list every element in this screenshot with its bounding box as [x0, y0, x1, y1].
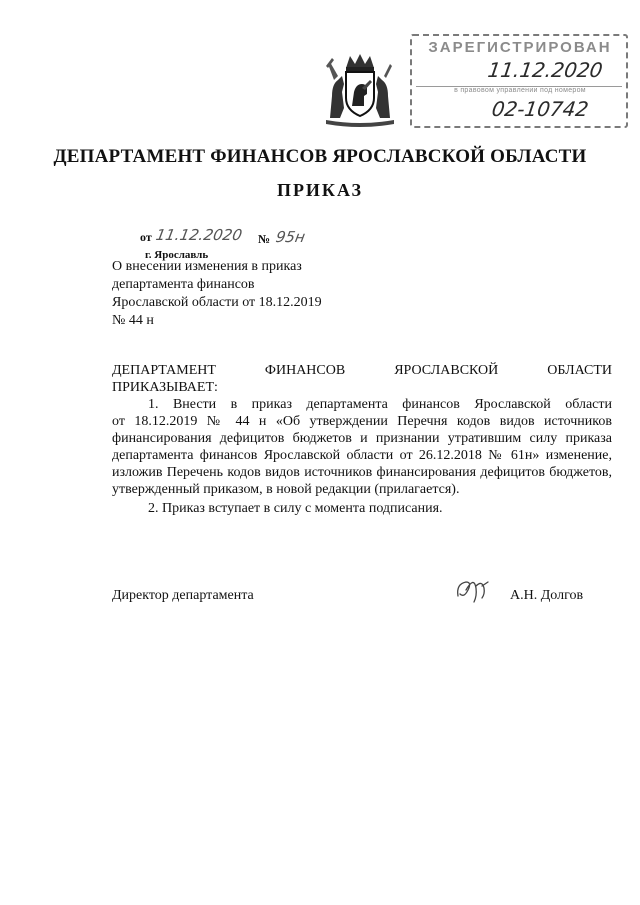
department-title: ДЕПАРТАМЕНТ ФИНАНСОВ ЯРОСЛАВСКОЙ ОБЛАСТИ	[53, 146, 587, 167]
paragraph-2: 2. Приказ вступает в силу с момента подписания.	[148, 501, 443, 516]
subject-line: Ярославской области от 18.12.2019	[112, 295, 322, 310]
stamp-title: ЗАРЕГИСТРИРОВАН	[428, 39, 612, 56]
handwritten-signature	[452, 574, 494, 606]
paragraph-1-first-line: 1. Внести в приказ департамента финансов Ярославской области	[148, 397, 612, 412]
handwritten-order-number: 95н	[274, 228, 307, 246]
date-label: от	[140, 230, 152, 244]
document-type-title: ПРИКАЗ	[276, 180, 364, 200]
city-label: г. Ярославль	[145, 249, 209, 261]
stamp-date: 11.12.2020	[486, 58, 605, 82]
subject-line: № 44 н	[112, 313, 154, 328]
order-subject	[112, 258, 392, 330]
handwritten-date: 11.12.2020	[154, 226, 244, 244]
stamp-note: в правовом управлении под номером	[454, 87, 586, 94]
signer-position: Директор департамента	[112, 588, 254, 603]
signer-name: А.Н. Долгов	[510, 588, 584, 603]
registration-stamp	[410, 34, 628, 128]
stamp-registration-number: 02-10742	[490, 97, 590, 121]
subject-line: департамента финансов	[112, 277, 255, 292]
subject-line: О внесении изменения в приказ	[112, 259, 302, 274]
paragraph-1-continuation: от 18.12.2019 № 44 н «Об утверждении Перечня кодов видов источников финансирования дефицитов бюджетов и признании утратившим силу приказа департамента финансов Ярославской области от 26.12.2018 № 61н» изменение, изложив Перечень кодов видов источников финансирования дефицитов бюджетов, утвержденный приказом, в новой редакции (прилагается).	[112, 414, 612, 497]
body-heading-line1: ДЕПАРТАМЕНТ ФИНАНСОВ ЯРОСЛАВСКОЙ ОБЛАСТИ	[112, 363, 612, 378]
order-body	[112, 362, 612, 517]
number-label: №	[258, 232, 271, 246]
coat-of-arms-emblem	[312, 48, 408, 128]
body-heading-line2: ПРИКАЗЫВАЕТ:	[112, 380, 218, 395]
